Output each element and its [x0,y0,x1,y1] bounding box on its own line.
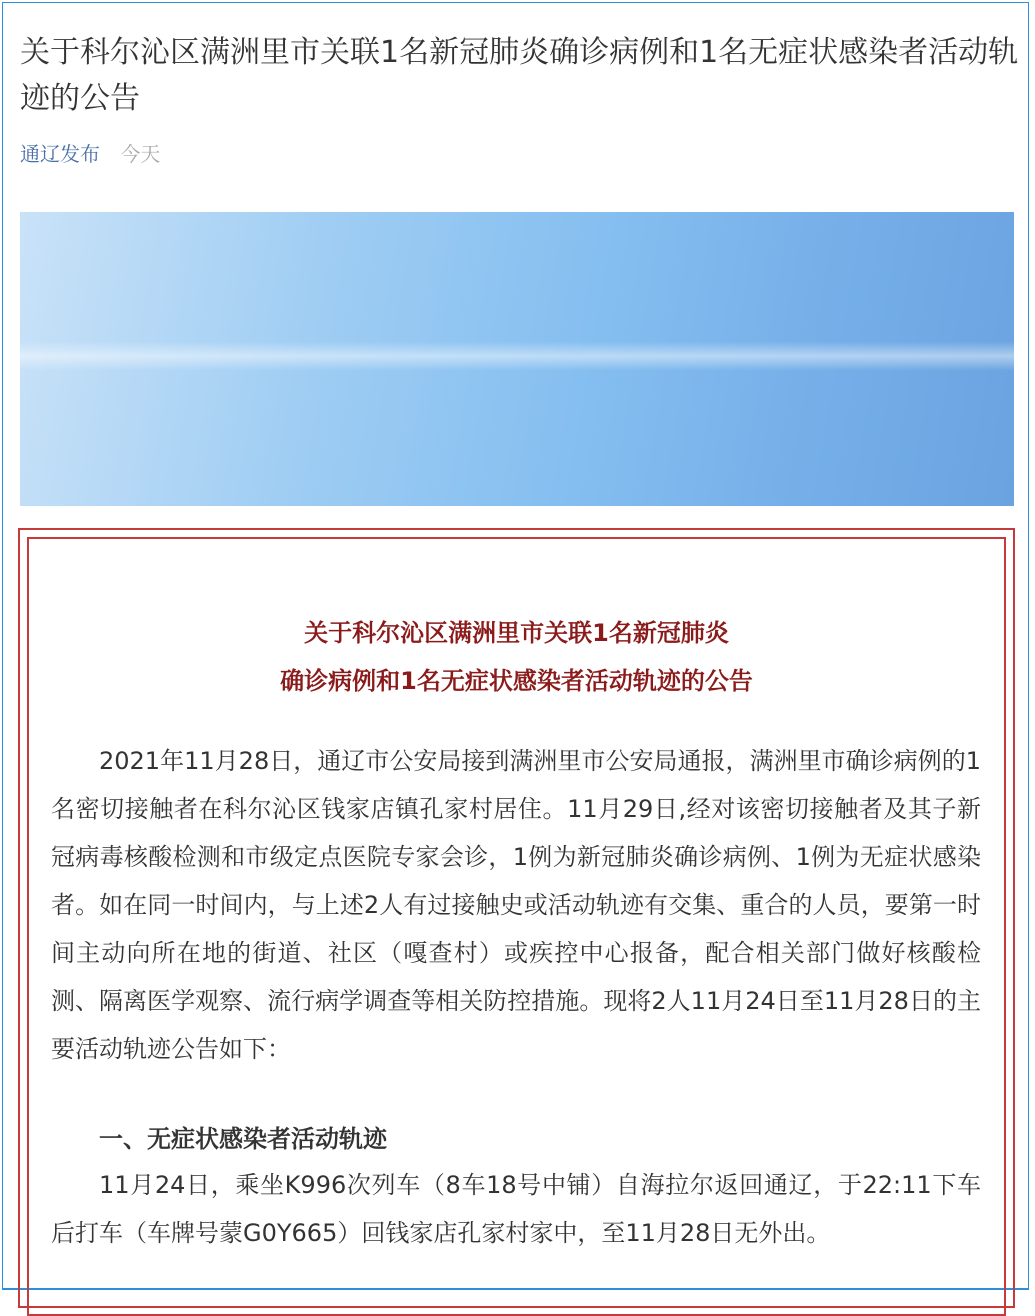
notice-inner-border [27,537,1006,1316]
banner-image [20,212,1014,506]
publish-date: 今天 [120,142,161,166]
article-title: 关于科尔沁区满洲里市关联1名新冠肺炎确诊病例和1名无症状感染者活动轨迹的公告 [20,35,1019,116]
notice-box [18,528,1015,1308]
notice-paragraph-2: 11月24日，乘坐K996次列车（8车18号中铺）自海拉尔返回通辽，于22:11下车后打车（车牌号蒙G0Y665）回钱家店孔家村家中，至11月28日无外出。 [51,1171,981,1247]
notice-title-line1: 关于科尔沁区满洲里市关联1名新冠肺炎 [304,619,729,647]
notice-title [29,609,1004,705]
notice-title-line2: 确诊病例和1名无症状感染者活动轨迹的公告 [280,667,753,695]
notice-paragraph-1: 2021年11月28日，通辽市公安局接到满洲里市公安局通报，满洲里市确诊病例的1名密切接触者在科尔沁区钱家店镇孔家村居住。11月29日,经对该密切接触者及其子新冠病毒核酸检测和市级定点医院专家会诊，1例为新冠肺炎确诊病例、1例为无症状感染者。如在同一时间内，与上述2人有过接触史或活动轨迹有交集、重合的人员，要第一时间主动向所在地的街道、社区（嘎查村）或疾控中心报备，配合相关部门做好核酸检测、隔离医学观察、流行病学调查等相关防控措施。现将2人11月24日至11月28日的主要活动轨迹公告如下： [51,747,981,1063]
section-heading-1: 一、无症状感染者活动轨迹 [99,1125,387,1153]
article-meta [20,138,160,167]
author-link[interactable]: 通辽发布 [20,142,100,166]
